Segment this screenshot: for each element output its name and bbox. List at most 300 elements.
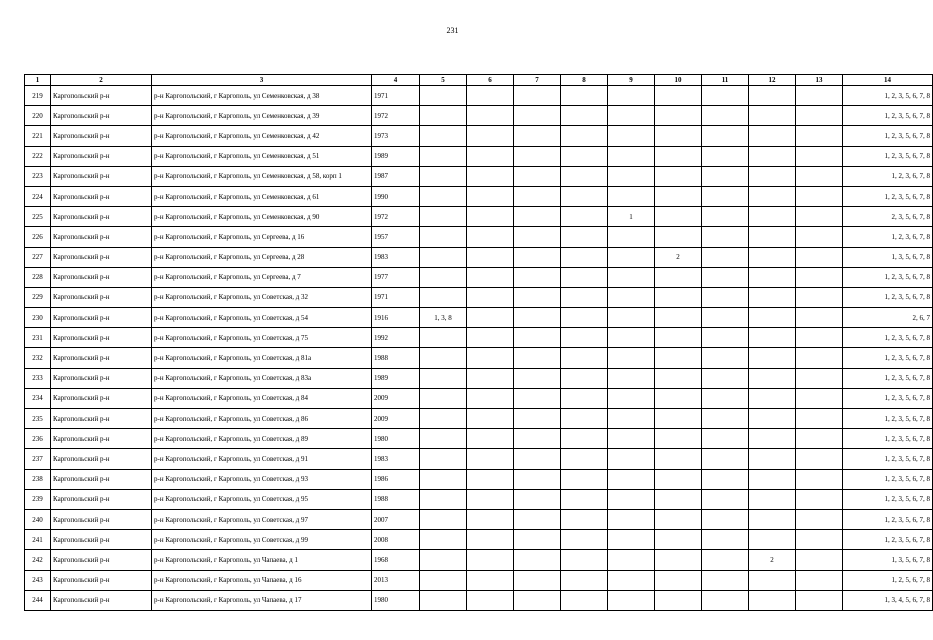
table-row — [25, 126, 933, 146]
address-cell: р-н Каргопольский, г Каргополь, ул Семенковская, д 90 — [152, 207, 372, 227]
year-cell: 1987 — [372, 166, 420, 186]
col6-cell — [467, 550, 514, 570]
col8-cell — [561, 449, 608, 469]
col11-cell — [702, 368, 749, 388]
col6-cell — [467, 570, 514, 590]
col8-cell — [561, 368, 608, 388]
district-cell: Каргопольский р-н — [51, 368, 152, 388]
col7-cell — [514, 227, 561, 247]
address-cell: р-н Каргопольский, г Каргополь, ул Советская, д 83а — [152, 368, 372, 388]
col6-cell — [467, 166, 514, 186]
col14-cell: 1, 2, 3, 6, 7, 8 — [843, 166, 933, 186]
col12-cell — [749, 469, 796, 489]
col11-cell — [702, 469, 749, 489]
col8-cell — [561, 166, 608, 186]
row-number-cell: 223 — [25, 166, 51, 186]
col7-cell — [514, 449, 561, 469]
col11-cell — [702, 106, 749, 126]
col10-cell — [655, 86, 702, 106]
district-cell: Каргопольский р-н — [51, 106, 152, 126]
col14-cell: 1, 2, 3, 5, 6, 7, 8 — [843, 449, 933, 469]
col12-cell — [749, 348, 796, 368]
district-cell: Каргопольский р-н — [51, 207, 152, 227]
col10-cell — [655, 328, 702, 348]
col5-cell — [420, 348, 467, 368]
col10-cell — [655, 146, 702, 166]
address-cell: р-н Каргопольский, г Каргополь, ул Сергеева, д 16 — [152, 227, 372, 247]
col11-cell — [702, 388, 749, 408]
column-header: 13 — [796, 75, 843, 86]
address-cell: р-н Каргопольский, г Каргополь, ул Советская, д 84 — [152, 388, 372, 408]
col9-cell — [608, 348, 655, 368]
col7-cell — [514, 308, 561, 328]
col7-cell — [514, 570, 561, 590]
col8-cell — [561, 328, 608, 348]
row-number-cell: 238 — [25, 469, 51, 489]
year-cell: 1983 — [372, 449, 420, 469]
col8-cell — [561, 86, 608, 106]
housing-registry-table — [24, 74, 933, 611]
column-header: 2 — [51, 75, 152, 86]
col8-cell — [561, 287, 608, 307]
col7-cell — [514, 207, 561, 227]
district-cell: Каргопольский р-н — [51, 227, 152, 247]
col9-cell — [608, 469, 655, 489]
column-header: 5 — [420, 75, 467, 86]
col12-cell — [749, 509, 796, 529]
col6-cell — [467, 247, 514, 267]
district-cell: Каргопольский р-н — [51, 449, 152, 469]
address-cell: р-н Каргопольский, г Каргополь, ул Семенковская, д 51 — [152, 146, 372, 166]
table-row — [25, 409, 933, 429]
col14-cell: 1, 3, 5, 6, 7, 8 — [843, 550, 933, 570]
col11-cell — [702, 186, 749, 206]
year-cell: 2009 — [372, 388, 420, 408]
col11-cell — [702, 348, 749, 368]
col6-cell — [467, 388, 514, 408]
table-row — [25, 368, 933, 388]
col7-cell — [514, 469, 561, 489]
col10-cell — [655, 449, 702, 469]
table-row — [25, 166, 933, 186]
year-cell: 1990 — [372, 186, 420, 206]
col10-cell — [655, 166, 702, 186]
col9-cell — [608, 368, 655, 388]
col5-cell — [420, 267, 467, 287]
row-number-cell: 222 — [25, 146, 51, 166]
col5-cell — [420, 368, 467, 388]
col12-cell — [749, 86, 796, 106]
year-cell: 1972 — [372, 207, 420, 227]
row-number-cell: 233 — [25, 368, 51, 388]
col7-cell — [514, 287, 561, 307]
col9-cell — [608, 146, 655, 166]
col7-cell — [514, 509, 561, 529]
col11-cell — [702, 86, 749, 106]
column-header: 12 — [749, 75, 796, 86]
col14-cell: 1, 2, 3, 5, 6, 7, 8 — [843, 489, 933, 509]
col5-cell — [420, 247, 467, 267]
col12-cell — [749, 368, 796, 388]
col5-cell — [420, 469, 467, 489]
column-header: 10 — [655, 75, 702, 86]
col5-cell — [420, 287, 467, 307]
address-cell: р-н Каргопольский, г Каргополь, ул Советская, д 97 — [152, 509, 372, 529]
col9-cell — [608, 328, 655, 348]
col12-cell — [749, 570, 796, 590]
row-number-cell: 242 — [25, 550, 51, 570]
col10-cell — [655, 388, 702, 408]
col13-cell — [796, 207, 843, 227]
col14-cell: 1, 2, 3, 5, 6, 7, 8 — [843, 469, 933, 489]
col6-cell — [467, 328, 514, 348]
district-cell: Каргопольский р-н — [51, 146, 152, 166]
col7-cell — [514, 126, 561, 146]
address-cell: р-н Каргопольский, г Каргополь, ул Семенковская, д 58, корп 1 — [152, 166, 372, 186]
col14-cell: 1, 2, 3, 5, 6, 7, 8 — [843, 429, 933, 449]
col10-cell — [655, 207, 702, 227]
col14-cell: 1, 2, 3, 5, 6, 7, 8 — [843, 106, 933, 126]
col13-cell — [796, 308, 843, 328]
page-number: 231 — [446, 26, 459, 35]
col7-cell — [514, 328, 561, 348]
col11-cell — [702, 207, 749, 227]
row-number-cell: 244 — [25, 590, 51, 610]
col14-cell: 1, 2, 3, 5, 6, 7, 8 — [843, 509, 933, 529]
table-row — [25, 388, 933, 408]
col13-cell — [796, 530, 843, 550]
col8-cell — [561, 509, 608, 529]
col12-cell — [749, 429, 796, 449]
col10-cell — [655, 409, 702, 429]
col10-cell — [655, 368, 702, 388]
row-number-cell: 228 — [25, 267, 51, 287]
year-cell: 1983 — [372, 247, 420, 267]
table-body — [25, 86, 933, 611]
col8-cell — [561, 388, 608, 408]
row-number-cell: 240 — [25, 509, 51, 529]
column-header: 9 — [608, 75, 655, 86]
col5-cell — [420, 570, 467, 590]
year-cell: 1980 — [372, 590, 420, 610]
address-cell: р-н Каргопольский, г Каргополь, ул Чапаева, д 17 — [152, 590, 372, 610]
col5-cell — [420, 328, 467, 348]
year-cell: 1972 — [372, 106, 420, 126]
col6-cell — [467, 287, 514, 307]
col8-cell — [561, 126, 608, 146]
col12-cell — [749, 106, 796, 126]
col13-cell — [796, 247, 843, 267]
col9-cell — [608, 509, 655, 529]
col6-cell — [467, 409, 514, 429]
col10-cell — [655, 348, 702, 368]
table-row — [25, 106, 933, 126]
col8-cell — [561, 469, 608, 489]
col14-cell: 1, 2, 3, 5, 6, 7, 8 — [843, 409, 933, 429]
col7-cell — [514, 146, 561, 166]
column-header: 6 — [467, 75, 514, 86]
column-header: 4 — [372, 75, 420, 86]
col7-cell — [514, 388, 561, 408]
address-cell: р-н Каргопольский, г Каргополь, ул Советская, д 89 — [152, 429, 372, 449]
col8-cell — [561, 207, 608, 227]
district-cell: Каргопольский р-н — [51, 530, 152, 550]
address-cell: р-н Каргопольский, г Каргополь, ул Чапаева, д 16 — [152, 570, 372, 590]
table-row — [25, 530, 933, 550]
column-header: 3 — [152, 75, 372, 86]
year-cell: 2008 — [372, 530, 420, 550]
row-number-cell: 226 — [25, 227, 51, 247]
col6-cell — [467, 126, 514, 146]
district-cell: Каргопольский р-н — [51, 186, 152, 206]
col12-cell — [749, 207, 796, 227]
col12-cell — [749, 328, 796, 348]
col10-cell — [655, 106, 702, 126]
address-cell: р-н Каргопольский, г Каргополь, ул Семенковская, д 61 — [152, 186, 372, 206]
col14-cell: 1, 2, 3, 5, 6, 7, 8 — [843, 348, 933, 368]
col8-cell — [561, 348, 608, 368]
col6-cell — [467, 530, 514, 550]
col13-cell — [796, 469, 843, 489]
address-cell: р-н Каргопольский, г Каргополь, ул Советская, д 54 — [152, 308, 372, 328]
col5-cell — [420, 126, 467, 146]
table-row — [25, 489, 933, 509]
col7-cell — [514, 550, 561, 570]
district-cell: Каргопольский р-н — [51, 247, 152, 267]
col13-cell — [796, 368, 843, 388]
col6-cell — [467, 86, 514, 106]
col9-cell — [608, 388, 655, 408]
table-row — [25, 449, 933, 469]
col7-cell — [514, 348, 561, 368]
col12-cell — [749, 227, 796, 247]
col8-cell — [561, 530, 608, 550]
col9-cell — [608, 186, 655, 206]
row-number-cell: 224 — [25, 186, 51, 206]
col8-cell — [561, 227, 608, 247]
row-number-cell: 230 — [25, 308, 51, 328]
col5-cell — [420, 388, 467, 408]
col12-cell — [749, 590, 796, 610]
col8-cell — [561, 409, 608, 429]
col7-cell — [514, 530, 561, 550]
table-row — [25, 509, 933, 529]
col9-cell — [608, 530, 655, 550]
col11-cell — [702, 126, 749, 146]
col14-cell: 1, 2, 3, 5, 6, 7, 8 — [843, 267, 933, 287]
table-row — [25, 267, 933, 287]
col5-cell — [420, 590, 467, 610]
col12-cell — [749, 449, 796, 469]
row-number-cell: 232 — [25, 348, 51, 368]
col10-cell — [655, 570, 702, 590]
col10-cell — [655, 469, 702, 489]
row-number-cell: 225 — [25, 207, 51, 227]
col13-cell — [796, 590, 843, 610]
col9-cell — [608, 227, 655, 247]
column-header: 1 — [25, 75, 51, 86]
col9-cell — [608, 267, 655, 287]
col14-cell: 1, 2, 5, 6, 7, 8 — [843, 570, 933, 590]
col13-cell — [796, 570, 843, 590]
row-number-cell: 237 — [25, 449, 51, 469]
col11-cell — [702, 267, 749, 287]
col5-cell: 1, 3, 8 — [420, 308, 467, 328]
col5-cell — [420, 207, 467, 227]
column-header: 14 — [843, 75, 933, 86]
col6-cell — [467, 469, 514, 489]
col7-cell — [514, 267, 561, 287]
col5-cell — [420, 429, 467, 449]
col13-cell — [796, 126, 843, 146]
district-cell: Каргопольский р-н — [51, 166, 152, 186]
header-row — [25, 75, 933, 86]
col14-cell: 1, 2, 3, 5, 6, 7, 8 — [843, 388, 933, 408]
col9-cell — [608, 550, 655, 570]
col10-cell — [655, 489, 702, 509]
district-cell: Каргопольский р-н — [51, 409, 152, 429]
year-cell: 1971 — [372, 287, 420, 307]
address-cell: р-н Каргопольский, г Каргополь, ул Советская, д 91 — [152, 449, 372, 469]
col12-cell — [749, 267, 796, 287]
col13-cell — [796, 449, 843, 469]
col6-cell — [467, 207, 514, 227]
col7-cell — [514, 247, 561, 267]
district-cell: Каргопольский р-н — [51, 570, 152, 590]
district-cell: Каргопольский р-н — [51, 388, 152, 408]
col11-cell — [702, 227, 749, 247]
table-row — [25, 429, 933, 449]
table-row — [25, 86, 933, 106]
col8-cell — [561, 146, 608, 166]
col5-cell — [420, 86, 467, 106]
col13-cell — [796, 146, 843, 166]
col9-cell — [608, 106, 655, 126]
year-cell: 1971 — [372, 86, 420, 106]
col11-cell — [702, 146, 749, 166]
col12-cell — [749, 146, 796, 166]
col5-cell — [420, 409, 467, 429]
col7-cell — [514, 590, 561, 610]
col11-cell — [702, 166, 749, 186]
col8-cell — [561, 106, 608, 126]
address-cell: р-н Каргопольский, г Каргополь, ул Советская, д 32 — [152, 287, 372, 307]
col7-cell — [514, 409, 561, 429]
col13-cell — [796, 227, 843, 247]
col11-cell — [702, 570, 749, 590]
col5-cell — [420, 146, 467, 166]
year-cell: 1977 — [372, 267, 420, 287]
table-row — [25, 146, 933, 166]
row-number-cell: 220 — [25, 106, 51, 126]
col13-cell — [796, 267, 843, 287]
col11-cell — [702, 287, 749, 307]
col14-cell: 1, 2, 3, 5, 6, 7, 8 — [843, 86, 933, 106]
col6-cell — [467, 590, 514, 610]
row-number-cell: 227 — [25, 247, 51, 267]
year-cell: 1916 — [372, 308, 420, 328]
col13-cell — [796, 550, 843, 570]
col13-cell — [796, 186, 843, 206]
col11-cell — [702, 509, 749, 529]
address-cell: р-н Каргопольский, г Каргополь, ул Советская, д 75 — [152, 328, 372, 348]
table-row — [25, 328, 933, 348]
col8-cell — [561, 308, 608, 328]
col12-cell — [749, 126, 796, 146]
row-number-cell: 239 — [25, 489, 51, 509]
col11-cell — [702, 590, 749, 610]
col14-cell: 1, 2, 3, 5, 6, 7, 8 — [843, 186, 933, 206]
address-cell: р-н Каргопольский, г Каргополь, ул Советская, д 93 — [152, 469, 372, 489]
col13-cell — [796, 429, 843, 449]
col11-cell — [702, 409, 749, 429]
col11-cell — [702, 489, 749, 509]
col14-cell: 1, 2, 3, 5, 6, 7, 8 — [843, 287, 933, 307]
row-number-cell: 221 — [25, 126, 51, 146]
col6-cell — [467, 429, 514, 449]
year-cell: 1988 — [372, 348, 420, 368]
col12-cell — [749, 287, 796, 307]
year-cell: 2013 — [372, 570, 420, 590]
col10-cell — [655, 509, 702, 529]
col13-cell — [796, 166, 843, 186]
col5-cell — [420, 550, 467, 570]
row-number-cell: 231 — [25, 328, 51, 348]
column-header: 8 — [561, 75, 608, 86]
col9-cell — [608, 590, 655, 610]
district-cell: Каргопольский р-н — [51, 469, 152, 489]
col5-cell — [420, 489, 467, 509]
col9-cell — [608, 86, 655, 106]
district-cell: Каргопольский р-н — [51, 126, 152, 146]
col11-cell — [702, 247, 749, 267]
col9-cell — [608, 429, 655, 449]
col12-cell — [749, 166, 796, 186]
col5-cell — [420, 166, 467, 186]
col11-cell — [702, 550, 749, 570]
district-cell: Каргопольский р-н — [51, 328, 152, 348]
table-row — [25, 247, 933, 267]
row-number-cell: 219 — [25, 86, 51, 106]
col13-cell — [796, 409, 843, 429]
col12-cell: 2 — [749, 550, 796, 570]
col5-cell — [420, 186, 467, 206]
row-number-cell: 236 — [25, 429, 51, 449]
col13-cell — [796, 388, 843, 408]
col10-cell — [655, 590, 702, 610]
col12-cell — [749, 247, 796, 267]
year-cell: 1973 — [372, 126, 420, 146]
address-cell: р-н Каргопольский, г Каргополь, ул Чапаева, д 1 — [152, 550, 372, 570]
col11-cell — [702, 429, 749, 449]
col9-cell — [608, 308, 655, 328]
col12-cell — [749, 530, 796, 550]
col8-cell — [561, 429, 608, 449]
table-row — [25, 207, 933, 227]
col9-cell — [608, 449, 655, 469]
col14-cell: 1, 3, 4, 5, 6, 7, 8 — [843, 590, 933, 610]
year-cell: 1957 — [372, 227, 420, 247]
col6-cell — [467, 308, 514, 328]
year-cell: 1989 — [372, 146, 420, 166]
table-row — [25, 227, 933, 247]
col7-cell — [514, 186, 561, 206]
col6-cell — [467, 106, 514, 126]
table-row — [25, 469, 933, 489]
col8-cell — [561, 570, 608, 590]
row-number-cell: 235 — [25, 409, 51, 429]
year-cell: 2009 — [372, 409, 420, 429]
